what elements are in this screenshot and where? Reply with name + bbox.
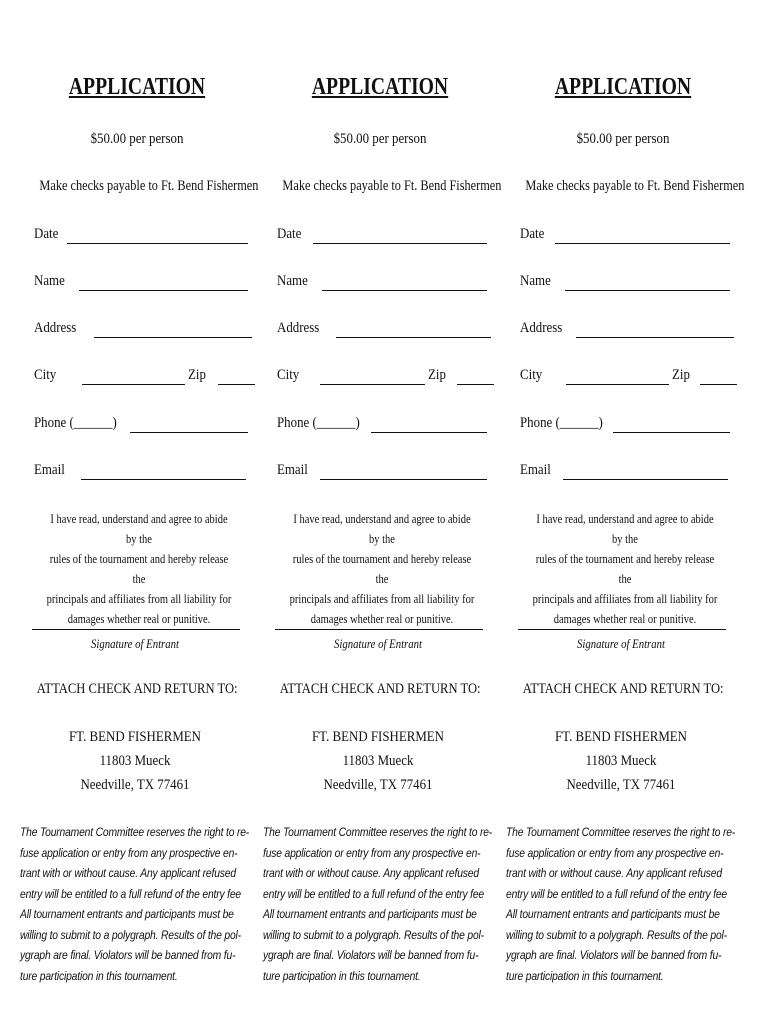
name-line (79, 290, 248, 291)
zip-line (457, 384, 494, 385)
form-title: APPLICATION (311, 74, 449, 100)
terms-line: The Tournament Committee reserves the right to re- (506, 825, 736, 839)
signature-label: Signature of Entrant (576, 637, 665, 651)
date-label: Date (34, 226, 59, 242)
zip-label: Zip (672, 367, 690, 383)
signature-label: Signature of Entrant (90, 637, 179, 651)
name-label: Name (520, 273, 551, 289)
name-line (322, 290, 487, 291)
terms-text (263, 822, 493, 986)
terms-line: The Tournament Committee reserves the right to re- (263, 825, 493, 839)
name-line (565, 290, 730, 291)
form-title: APPLICATION (68, 74, 206, 100)
city-label: City (520, 367, 543, 383)
name-field[interactable] (34, 273, 248, 293)
agreement-line: I have read, understand and agree to abide by the (536, 512, 714, 546)
street-address: 11803 Mueck (99, 753, 171, 769)
payable-note: Make checks payable to Ft. Bend Fishermen (525, 178, 745, 194)
phone-line (130, 432, 248, 433)
city-label: City (34, 367, 57, 383)
city-state-zip: Needville, TX 77461 (566, 777, 676, 793)
terms-text (506, 822, 736, 986)
org-name: FT. BEND FISHERMEN (554, 729, 688, 745)
terms-text (20, 822, 250, 986)
date-line (555, 243, 730, 244)
email-line (81, 479, 246, 480)
date-line (67, 243, 248, 244)
address-line (576, 337, 734, 338)
agreement-line: damages whether real or punitive. (310, 612, 454, 626)
address-label: Address (520, 320, 563, 336)
date-label: Date (520, 226, 545, 242)
city-zip-field[interactable] (520, 367, 738, 387)
terms-line: The Tournament Committee reserves the right to re- (20, 825, 250, 839)
zip-label: Zip (428, 367, 446, 383)
terms-line: trant with or without cause. Any applicant refused (20, 866, 236, 880)
city-zip-field[interactable] (34, 367, 256, 387)
terms-line: entry will be entitled to a full refund of the entry fee (20, 886, 241, 901)
terms-line: All tournament entrants and participants must be (263, 907, 477, 921)
address-label: Address (277, 320, 320, 336)
org-name: FT. BEND FISHERMEN (68, 729, 202, 745)
name-label: Name (34, 273, 65, 289)
street-address: 11803 Mueck (342, 753, 414, 769)
zip-line (218, 384, 255, 385)
phone-label: Phone (______) (277, 415, 360, 431)
city-line (566, 384, 669, 385)
city-line (320, 384, 425, 385)
email-field[interactable] (34, 462, 246, 482)
agreement-line: principals and affiliates from all liability for (532, 592, 718, 606)
terms-line: entry will be entitled to a full refund of the entry fee (263, 886, 484, 901)
entry-fee: $50.00 per person (90, 131, 184, 147)
agreement-line: rules of the tournament and hereby release the (49, 552, 229, 586)
payable-note: Make checks payable to Ft. Bend Fishermen (282, 178, 502, 194)
agreement-line: principals and affiliates from all liability for (289, 592, 475, 606)
zip-label: Zip (188, 367, 206, 383)
agreement-text (530, 509, 720, 629)
terms-line: ture participation in this tournament. (20, 968, 178, 983)
agreement-text (44, 509, 234, 629)
date-label: Date (277, 226, 302, 242)
name-label: Name (277, 273, 308, 289)
city-zip-field[interactable] (277, 367, 495, 387)
name-field[interactable] (520, 273, 730, 293)
terms-line: All tournament entrants and participants must be (506, 907, 720, 921)
form-title: APPLICATION (554, 74, 692, 100)
terms-line: willing to submit to a polygraph. Results of the pol- (20, 927, 241, 942)
email-field[interactable] (520, 462, 728, 482)
address-field[interactable] (520, 320, 734, 340)
application-form-3 (504, 0, 745, 1024)
date-field[interactable] (277, 226, 487, 246)
city-state-zip: Needville, TX 77461 (80, 777, 190, 793)
agreement-line: I have read, understand and agree to abide by the (293, 512, 471, 546)
date-field[interactable] (520, 226, 730, 246)
city-label: City (277, 367, 300, 383)
terms-line: All tournament entrants and participants must be (20, 907, 234, 921)
address-field[interactable] (277, 320, 491, 340)
terms-line: ygraph are final. Violators will be banned from fu- (20, 948, 236, 962)
terms-line: trant with or without cause. Any applicant refused (506, 866, 722, 880)
zip-line (700, 384, 737, 385)
signature-line[interactable] (275, 629, 483, 630)
attach-instruction: ATTACH CHECK AND RETURN TO: (36, 681, 238, 697)
application-form-1 (18, 0, 259, 1024)
address-field[interactable] (34, 320, 252, 340)
agreement-text (287, 509, 477, 629)
name-field[interactable] (277, 273, 487, 293)
terms-line: ygraph are final. Violators will be banned from fu- (506, 948, 722, 962)
entry-fee: $50.00 per person (333, 131, 427, 147)
attach-instruction: ATTACH CHECK AND RETURN TO: (522, 681, 724, 697)
phone-field[interactable] (277, 415, 487, 435)
email-line (320, 479, 487, 480)
terms-line: ygraph are final. Violators will be banned from fu- (263, 948, 479, 962)
city-line (82, 384, 185, 385)
phone-field[interactable] (34, 415, 248, 435)
agreement-line: rules of the tournament and hereby release the (292, 552, 472, 586)
agreement-line: I have read, understand and agree to abide by the (50, 512, 228, 546)
email-line (563, 479, 728, 480)
address-line (336, 337, 491, 338)
agreement-line: damages whether real or punitive. (553, 612, 697, 626)
signature-line[interactable] (32, 629, 240, 630)
agreement-line: damages whether real or punitive. (67, 612, 211, 626)
entry-fee: $50.00 per person (576, 131, 670, 147)
email-label: Email (520, 462, 551, 478)
terms-line: fuse application or entry from any prospective en- (506, 845, 724, 860)
address-line (94, 337, 252, 338)
payable-note: Make checks payable to Ft. Bend Fishermen (39, 178, 259, 194)
phone-label: Phone (______) (34, 415, 117, 431)
phone-field[interactable] (520, 415, 730, 435)
agreement-line: rules of the tournament and hereby release the (535, 552, 715, 586)
terms-line: willing to submit to a polygraph. Results of the pol- (263, 927, 484, 942)
date-line (313, 243, 487, 244)
phone-label: Phone (______) (520, 415, 603, 431)
attach-instruction: ATTACH CHECK AND RETURN TO: (279, 681, 481, 697)
org-name: FT. BEND FISHERMEN (311, 729, 445, 745)
terms-line: ture participation in this tournament. (506, 968, 664, 983)
address-label: Address (34, 320, 77, 336)
terms-line: ture participation in this tournament. (263, 968, 421, 983)
terms-line: trant with or without cause. Any applicant refused (263, 866, 479, 880)
email-field[interactable] (277, 462, 487, 482)
phone-line (613, 432, 730, 433)
terms-line: entry will be entitled to a full refund of the entry fee (506, 886, 727, 901)
agreement-line: principals and affiliates from all liability for (46, 592, 232, 606)
terms-line: fuse application or entry from any prospective en- (263, 845, 481, 860)
application-form-2 (261, 0, 502, 1024)
terms-line: willing to submit to a polygraph. Results of the pol- (506, 927, 727, 942)
street-address: 11803 Mueck (585, 753, 657, 769)
email-label: Email (277, 462, 308, 478)
email-label: Email (34, 462, 65, 478)
date-field[interactable] (34, 226, 248, 246)
signature-line[interactable] (518, 629, 726, 630)
terms-line: fuse application or entry from any prospective en- (20, 845, 238, 860)
city-state-zip: Needville, TX 77461 (323, 777, 433, 793)
signature-label: Signature of Entrant (333, 637, 422, 651)
phone-line (371, 432, 487, 433)
